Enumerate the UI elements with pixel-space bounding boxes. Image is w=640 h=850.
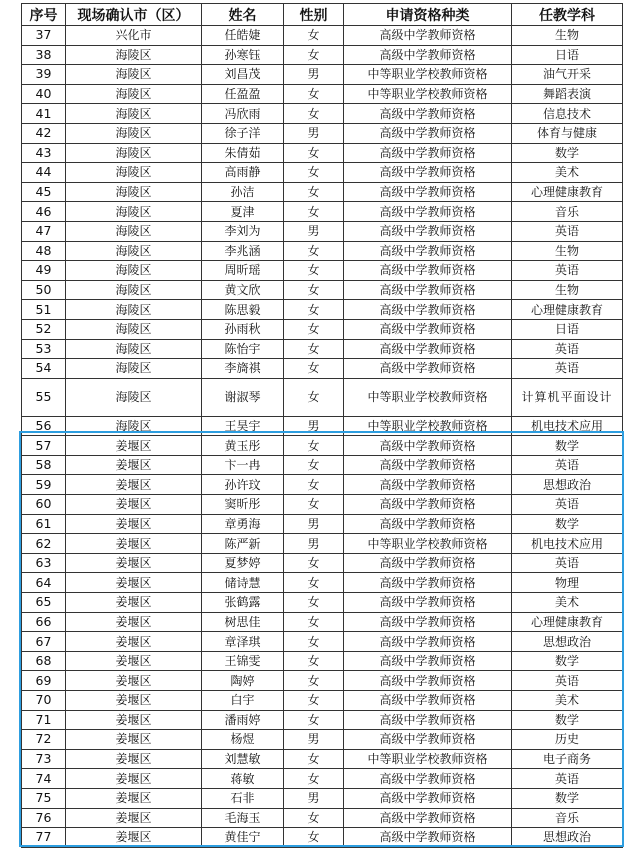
row-gender: 女 [284,553,344,573]
row-number: 53 [22,339,66,359]
row-name: 李刘为 [202,221,284,241]
table-row [22,221,623,241]
row-gender: 女 [284,436,344,456]
row-qualification: 高级中学教师资格 [344,828,512,848]
row-gender: 男 [284,221,344,241]
row-name: 高雨静 [202,163,284,183]
table-row [22,788,623,808]
row-qualification: 高级中学教师资格 [344,104,512,124]
row-gender: 女 [284,769,344,789]
row-name: 黄文欣 [202,280,284,300]
row-gender: 女 [284,261,344,281]
row-subject: 思想政治 [512,475,623,495]
row-subject: 物理 [512,573,623,593]
row-name: 王锦雯 [202,651,284,671]
row-district: 姜堰区 [66,749,202,769]
row-name: 任盈盈 [202,84,284,104]
row-subject: 生物 [512,26,623,46]
row-gender: 女 [284,710,344,730]
row-number: 64 [22,573,66,593]
row-gender: 女 [284,104,344,124]
row-district: 姜堰区 [66,632,202,652]
row-qualification: 高级中学教师资格 [344,300,512,320]
header-subject: 任教学科 [512,4,623,26]
row-subject: 生物 [512,241,623,261]
table-row [22,573,623,593]
header-name: 姓名 [202,4,284,26]
row-number: 38 [22,45,66,65]
row-number: 47 [22,221,66,241]
row-subject: 英语 [512,261,623,281]
row-name: 孙雨秋 [202,319,284,339]
row-gender: 女 [284,573,344,593]
row-name: 任皓婕 [202,26,284,46]
table-row [22,416,623,436]
row-gender: 女 [284,593,344,613]
table-row [22,495,623,515]
row-number: 60 [22,495,66,515]
header-gender: 性别 [284,4,344,26]
row-name: 刘昌茂 [202,65,284,85]
row-district: 姜堰区 [66,553,202,573]
row-qualification: 高级中学教师资格 [344,202,512,222]
row-qualification: 高级中学教师资格 [344,573,512,593]
row-gender: 女 [284,319,344,339]
row-number: 59 [22,475,66,495]
row-number: 40 [22,84,66,104]
row-subject: 日语 [512,319,623,339]
row-number: 52 [22,319,66,339]
row-name: 周昕瑶 [202,261,284,281]
table-row [22,475,623,495]
row-district: 海陵区 [66,280,202,300]
row-name: 夏津 [202,202,284,222]
row-name: 蒋敏 [202,769,284,789]
row-qualification: 高级中学教师资格 [344,808,512,828]
table-row [22,359,623,379]
row-gender: 男 [284,730,344,750]
row-gender: 女 [284,163,344,183]
row-district: 兴化市 [66,26,202,46]
row-number: 45 [22,182,66,202]
row-qualification: 高级中学教师资格 [344,319,512,339]
row-gender: 女 [284,84,344,104]
row-gender: 女 [284,45,344,65]
row-name: 孙寒钰 [202,45,284,65]
row-gender: 女 [284,632,344,652]
row-gender: 女 [284,26,344,46]
table-row [22,651,623,671]
table-row [22,241,623,261]
row-subject: 数学 [512,514,623,534]
row-number: 75 [22,788,66,808]
row-district: 海陵区 [66,300,202,320]
row-number: 72 [22,730,66,750]
row-district: 海陵区 [66,45,202,65]
row-subject: 数学 [512,436,623,456]
row-qualification: 高级中学教师资格 [344,495,512,515]
row-qualification: 高级中学教师资格 [344,769,512,789]
row-qualification: 高级中学教师资格 [344,612,512,632]
row-subject: 舞蹈表演 [512,84,623,104]
row-qualification: 高级中学教师资格 [344,182,512,202]
row-name: 章勇海 [202,514,284,534]
header-no: 序号 [22,4,66,26]
row-name: 谢淑琴 [202,378,284,416]
row-gender: 女 [284,691,344,711]
row-district: 姜堰区 [66,651,202,671]
header-qualification: 申请资格种类 [344,4,512,26]
row-number: 46 [22,202,66,222]
row-gender: 男 [284,416,344,436]
row-name: 章泽琪 [202,632,284,652]
applicant-table [21,3,623,848]
row-number: 58 [22,455,66,475]
table-row [22,534,623,554]
row-district: 海陵区 [66,416,202,436]
row-district: 海陵区 [66,359,202,379]
row-subject-text: 计算机平面设计 [521,390,613,405]
header-row [22,4,623,26]
row-subject: 思想政治 [512,828,623,848]
row-district: 姜堰区 [66,769,202,789]
row-qualification: 高级中学教师资格 [344,651,512,671]
row-qualification: 高级中学教师资格 [344,730,512,750]
row-district: 姜堰区 [66,828,202,848]
row-number: 39 [22,65,66,85]
row-qualification: 高级中学教师资格 [344,436,512,456]
row-gender: 女 [284,300,344,320]
row-district: 姜堰区 [66,671,202,691]
table-row [22,749,623,769]
row-name: 孙洁 [202,182,284,202]
row-district: 海陵区 [66,339,202,359]
row-district: 姜堰区 [66,495,202,515]
table-row [22,612,623,632]
table-row [22,632,623,652]
row-subject: 思想政治 [512,632,623,652]
table-row [22,123,623,143]
row-qualification: 高级中学教师资格 [344,455,512,475]
row-name: 陈思毅 [202,300,284,320]
table-body [22,26,623,848]
row-subject: 数学 [512,143,623,163]
row-subject: 英语 [512,359,623,379]
row-number: 77 [22,828,66,848]
table-row [22,808,623,828]
row-number: 61 [22,514,66,534]
table-row [22,261,623,281]
table-row [22,300,623,320]
row-name: 李兆涵 [202,241,284,261]
row-name: 王昊宇 [202,416,284,436]
row-district: 姜堰区 [66,593,202,613]
row-name: 树思佳 [202,612,284,632]
row-name: 李旖祺 [202,359,284,379]
row-subject: 数学 [512,788,623,808]
row-district: 海陵区 [66,319,202,339]
row-qualification: 中等职业学校教师资格 [344,65,512,85]
row-district: 海陵区 [66,123,202,143]
row-gender: 男 [284,514,344,534]
table-row [22,163,623,183]
row-subject: 英语 [512,455,623,475]
row-gender: 女 [284,475,344,495]
row-gender: 女 [284,143,344,163]
row-subject: 英语 [512,339,623,359]
row-qualification: 高级中学教师资格 [344,514,512,534]
header-district: 现场确认市（区） [66,4,202,26]
table-row [22,710,623,730]
row-qualification: 高级中学教师资格 [344,710,512,730]
table-row [22,828,623,848]
row-name: 黄玉彤 [202,436,284,456]
row-subject: 信息技术 [512,104,623,124]
row-subject: 美术 [512,593,623,613]
table-row [22,730,623,750]
row-number: 63 [22,553,66,573]
table-row [22,455,623,475]
row-subject: 音乐 [512,202,623,222]
table-row [22,769,623,789]
row-name: 石非 [202,788,284,808]
row-subject: 英语 [512,221,623,241]
row-gender: 女 [284,339,344,359]
row-number: 37 [22,26,66,46]
row-gender: 女 [284,182,344,202]
row-name: 窦昕彤 [202,495,284,515]
row-number: 71 [22,710,66,730]
row-qualification: 高级中学教师资格 [344,359,512,379]
row-subject: 历史 [512,730,623,750]
row-number: 57 [22,436,66,456]
row-gender: 女 [284,651,344,671]
row-number: 43 [22,143,66,163]
row-number: 67 [22,632,66,652]
row-district: 姜堰区 [66,710,202,730]
row-name: 冯欣雨 [202,104,284,124]
row-number: 73 [22,749,66,769]
row-gender: 女 [284,495,344,515]
row-number: 51 [22,300,66,320]
row-subject: 美术 [512,163,623,183]
row-district: 海陵区 [66,65,202,85]
table-row [22,671,623,691]
row-subject: 心理健康教育 [512,182,623,202]
row-name: 夏梦婷 [202,553,284,573]
row-subject: 英语 [512,769,623,789]
row-name: 储诗慧 [202,573,284,593]
row-subject: 音乐 [512,808,623,828]
row-gender: 女 [284,828,344,848]
row-qualification: 高级中学教师资格 [344,143,512,163]
row-subject: 油气开采 [512,65,623,85]
row-name: 白宇 [202,691,284,711]
row-district: 海陵区 [66,182,202,202]
row-district: 姜堰区 [66,788,202,808]
table-row [22,143,623,163]
table-row [22,26,623,46]
row-subject: 心理健康教育 [512,300,623,320]
row-qualification: 中等职业学校教师资格 [344,84,512,104]
row-gender: 女 [284,241,344,261]
row-qualification: 高级中学教师资格 [344,475,512,495]
row-subject: 美术 [512,691,623,711]
table-row [22,553,623,573]
table-row [22,514,623,534]
row-district: 海陵区 [66,221,202,241]
row-name: 陈怡宇 [202,339,284,359]
row-district: 海陵区 [66,202,202,222]
row-qualification: 高级中学教师资格 [344,280,512,300]
row-gender: 女 [284,749,344,769]
row-district: 海陵区 [66,104,202,124]
row-qualification: 高级中学教师资格 [344,123,512,143]
row-number: 54 [22,359,66,379]
row-number: 69 [22,671,66,691]
table-row [22,593,623,613]
row-qualification: 高级中学教师资格 [344,221,512,241]
table-row [22,378,623,416]
row-subject: 机电技术应用 [512,416,623,436]
table-row [22,280,623,300]
row-qualification: 高级中学教师资格 [344,261,512,281]
table-row [22,319,623,339]
row-qualification: 高级中学教师资格 [344,26,512,46]
table-row [22,182,623,202]
row-name: 卞一冉 [202,455,284,475]
row-district: 姜堰区 [66,475,202,495]
table-row [22,45,623,65]
row-number: 48 [22,241,66,261]
row-number: 44 [22,163,66,183]
row-number: 68 [22,651,66,671]
row-district: 海陵区 [66,84,202,104]
row-qualification: 高级中学教师资格 [344,45,512,65]
row-qualification: 高级中学教师资格 [344,671,512,691]
row-district: 姜堰区 [66,691,202,711]
row-qualification: 中等职业学校教师资格 [344,749,512,769]
row-subject: 英语 [512,495,623,515]
row-district: 姜堰区 [66,808,202,828]
row-subject: 英语 [512,671,623,691]
row-district: 姜堰区 [66,436,202,456]
row-gender: 男 [284,123,344,143]
row-qualification: 高级中学教师资格 [344,593,512,613]
row-name: 陈严新 [202,534,284,554]
table-row [22,104,623,124]
row-subject: 数学 [512,710,623,730]
row-district: 姜堰区 [66,573,202,593]
row-gender: 男 [284,534,344,554]
row-district: 姜堰区 [66,612,202,632]
row-number: 55 [22,378,66,416]
row-number: 49 [22,261,66,281]
row-qualification: 中等职业学校教师资格 [344,534,512,554]
row-subject: 英语 [512,553,623,573]
row-number: 66 [22,612,66,632]
row-gender: 女 [284,378,344,416]
row-qualification: 高级中学教师资格 [344,339,512,359]
row-gender: 女 [284,280,344,300]
row-qualification: 高级中学教师资格 [344,241,512,261]
row-gender: 女 [284,202,344,222]
row-name: 杨煜 [202,730,284,750]
row-district: 海陵区 [66,378,202,416]
row-gender: 男 [284,65,344,85]
row-subject: 生物 [512,280,623,300]
row-district: 姜堰区 [66,534,202,554]
row-name: 黄佳宁 [202,828,284,848]
row-qualification: 中等职业学校教师资格 [344,378,512,416]
row-number: 56 [22,416,66,436]
row-number: 62 [22,534,66,554]
row-gender: 女 [284,612,344,632]
row-number: 42 [22,123,66,143]
table-row [22,84,623,104]
row-number: 70 [22,691,66,711]
row-qualification: 高级中学教师资格 [344,788,512,808]
row-district: 海陵区 [66,143,202,163]
table-row [22,339,623,359]
row-district: 姜堰区 [66,514,202,534]
row-district: 姜堰区 [66,730,202,750]
row-name: 刘慧敏 [202,749,284,769]
row-qualification: 高级中学教师资格 [344,163,512,183]
row-name: 徐子洋 [202,123,284,143]
row-number: 65 [22,593,66,613]
row-district: 海陵区 [66,241,202,261]
row-gender: 女 [284,671,344,691]
table-row [22,202,623,222]
row-qualification: 高级中学教师资格 [344,691,512,711]
row-name: 朱倩茹 [202,143,284,163]
row-gender: 女 [284,359,344,379]
row-district: 海陵区 [66,163,202,183]
row-subject: 电子商务 [512,749,623,769]
row-number: 50 [22,280,66,300]
row-qualification: 高级中学教师资格 [344,553,512,573]
row-number: 76 [22,808,66,828]
row-subject: 体育与健康 [512,123,623,143]
row-name: 孙许玟 [202,475,284,495]
row-district: 海陵区 [66,261,202,281]
row-number: 74 [22,769,66,789]
row-name: 毛海玉 [202,808,284,828]
row-gender: 女 [284,455,344,475]
row-qualification: 高级中学教师资格 [344,632,512,652]
table-row [22,65,623,85]
row-number: 41 [22,104,66,124]
row-name: 潘雨婷 [202,710,284,730]
table-row [22,436,623,456]
table-row [22,691,623,711]
row-subject [512,378,623,416]
row-gender: 男 [284,788,344,808]
row-qualification: 中等职业学校教师资格 [344,416,512,436]
row-district: 姜堰区 [66,455,202,475]
row-name: 张鹤露 [202,593,284,613]
row-subject: 机电技术应用 [512,534,623,554]
row-subject: 日语 [512,45,623,65]
row-name: 陶婷 [202,671,284,691]
row-gender: 女 [284,808,344,828]
row-subject: 心理健康教育 [512,612,623,632]
row-subject: 数学 [512,651,623,671]
